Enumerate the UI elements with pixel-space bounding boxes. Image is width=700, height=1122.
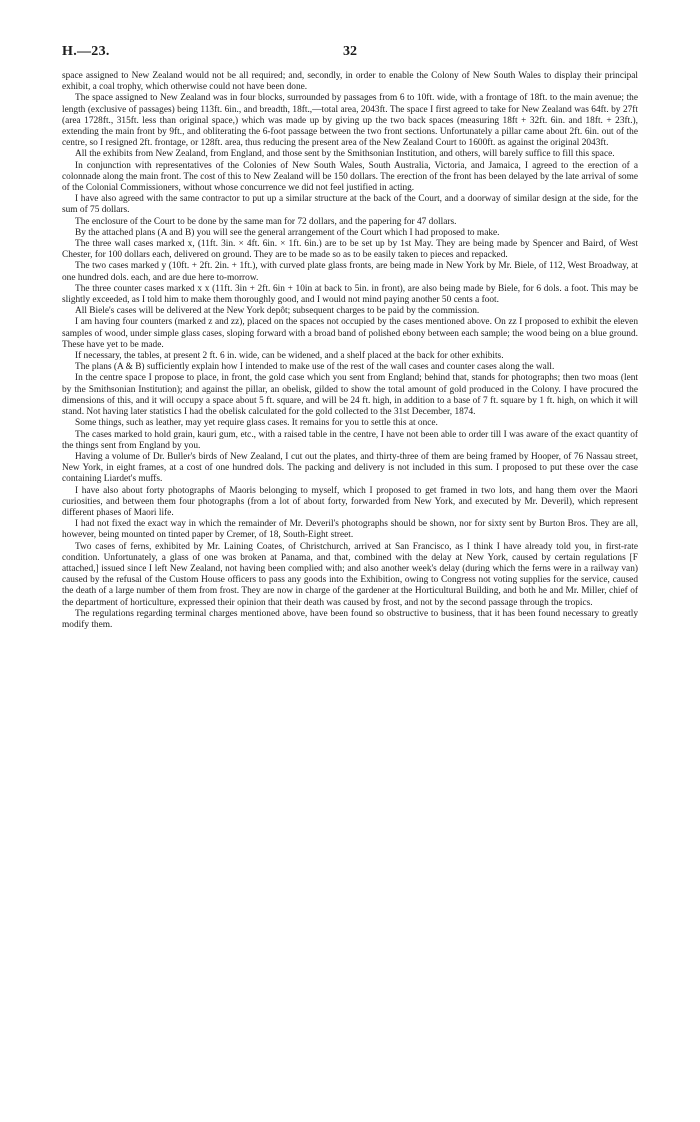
paragraph: The three wall cases marked x, (11ft. 3in. × 4ft. 6in. × 1ft. 6in.) are to be set up by 1st May. They are being made by Spencer and Baird, of West Chester, for 100 dollars each, delivered on ground. They are to be made so as to be easily taken to pieces and repacked.	[62, 239, 638, 261]
paragraph: I am having four counters (marked z and zz), placed on the spaces not occupied by the cases mentioned above. On zz I proposed to exhibit the eleven samples of wood, under simple glass cases, sloping forward with a broad band of polished ebony between each sample; the wood being on a blue ground. These have yet to be made.	[62, 317, 638, 350]
document-reference: H.—23.	[62, 44, 110, 59]
paragraph: Having a volume of Dr. Buller's birds of New Zealand, I cut out the plates, and thirty-three of them are being framed by Hooper, of 76 Nassau street, New York, in eight frames, at a cost of one hundred dols. The packing and delivery is not included in this sum. I proposed to put these over the case containing Liardet's muffs.	[62, 451, 638, 485]
paragraph: The space assigned to New Zealand was in four blocks, surrounded by passages from 6 to 10ft. wide, with a frontage of 18ft. to the main avenue; the length (exclusive of passages) being 113ft. 6in., and breadth, 18ft.,—total area, 2043ft. The space I first agreed to take for New Zealand was 64ft. by 27ft (area 1728ft., 315ft. less than original space,) which was made up by giving up the two back spaces (measuring 18ft + 32ft. 6in. and 18ft. + 23ft.), extending the main front by 9ft., and obliterating the 6-foot passage between the two front sections. Unfortunately a pillar came about 2ft. 6in. out of the centre, so I resigned 2ft. frontage, or 128ft. area, thus reducing the present area of the New Zealand Court to 1600ft. as against the original 2043ft.	[62, 93, 638, 149]
body-text	[62, 71, 638, 631]
paragraph: The plans (A & B) sufficiently explain how I intended to make use of the rest of the wall cases and counter cases along the wall.	[75, 362, 555, 373]
paragraph: The cases marked to hold grain, kauri gum, etc., with a raised table in the centre, I have not been able to order till I was aware of the exact quantity of the things sent from England by you.	[62, 429, 638, 451]
paragraph: All Biele's cases will be delivered at the New York depôt; subsequent charges to be paid by the commission.	[75, 306, 480, 317]
paragraph: The three counter cases marked x x (11ft. 3in + 2ft. 6in + 10in at back to 5in. in front), are also being made by Biele, for 6 dols. a foot. This may be slightly exceeded, as I told him to make them thoroughly good, and I would not mind paying another 50 cents a foot.	[62, 283, 638, 306]
paragraph: I have also agreed with the same contractor to put up a similar structure at the back of the Court, and a doorway of similar design at the side, for the sum of 75 dollars.	[62, 194, 638, 216]
paragraph: space assigned to New Zealand would not be all required; and, secondly, in order to enable the Colony of New South Wales to display their principal exhibit, a coal trophy, which otherwise could not have been done.	[62, 71, 638, 93]
paragraph: In conjunction with representatives of the Colonies of New South Wales, South Australia, Victoria, and Jamaica, I agreed to the erection of a colonnade along the main front. The cost of this to New Zealand will be 150 dollars. The erection of the front has been delayed by the late arrival of some of the Colonial Commissioners, without whose concurrence we did not feel justified in acting.	[62, 160, 638, 194]
paragraph: I had not fixed the exact way in which the remainder of Mr. Deveril's photographs should be shown, nor for sixty sent by Burton Bros. They are all, however, being mounted on tinted paper by Cremer, of 18, South-Eight street.	[62, 519, 638, 541]
page-number: 32	[343, 44, 357, 59]
paragraph: The two cases marked y (10ft. + 2ft. 2in. + 1ft.), with curved plate glass fronts, are being made in New York by Mr. Biele, of 112, West Broadway, at one hundred dols. each, and are due here to-morrow.	[62, 261, 638, 283]
paragraph: I have also about forty photographs of Maoris belonging to myself, which I proposed to get framed in two lots, and hang them over the Maori curiosities, and between them four photographs (from a lot of about forty, forwarded from New York, and executed by Mr. Deveril), which represent different phases of Maori life.	[62, 485, 638, 518]
paragraph: By the attached plans (A and B) you will see the general arrangement of the Court which I had proposed to make.	[75, 227, 500, 238]
paragraph: In the centre space I propose to place, in front, the gold case which you sent from England; behind that, stands for photographs; then two moas (lent by the Smithsonian Institution); and against the pillar, an obelisk, gilded to show the total amount of gold produced in the Colony. I have procured the dimensions of this, and it will occupy a space about 5 ft. square, and will be 24 ft. high, in addition to a base of 7 ft. square by 1 ft. high, on which it will stand. Not having later statistics I had the obelisk calculated for the gold collected to the 31st December, 1874.	[62, 373, 638, 418]
paragraph: All the exhibits from New Zealand, from England, and those sent by the Smithsonian Institution, and others, will barely suffice to fill this space.	[75, 149, 615, 160]
paragraph: Some things, such as leather, may yet require glass cases. It remains for you to settle this at once.	[75, 418, 438, 429]
paragraph: The enclosure of the Court to be done by the same man for 72 dollars, and the papering for 47 dollars.	[75, 216, 457, 227]
paragraph: The regulations regarding terminal charges mentioned above, have been found so obstructive to business, that it has been found necessary to greatly modify them.	[62, 608, 638, 630]
paragraph: If necessary, the tables, at present 2 ft. 6 in. wide, can be widened, and a shelf placed at the back for other exhibits.	[75, 351, 504, 362]
paragraph: Two cases of ferns, exhibited by Mr. Laining Coates, of Christchurch, arrived at San Francisco, as I think I have already told you, in first-rate condition. Unfortunately, a glass of one was broken at Panama, and that, combined with the delay at New York, caused by certain regulations [F attached,] issued since I left New Zealand, not having been complied with; and also another week's delay (during which the ferns were in a railway van) caused by the refusal of the Custom House officers to pass any goods into the Exhibition, owing to Congress not voting supplies for the service, caused the death of a large number of them from frost. They are now in charge of the gardener at the Horticultural Building, and both he and Mr. Miller, chief of the department of horticulture, expressed their opinion that their death was caused by frost, and not by the second passage through the tropics.	[62, 541, 638, 608]
page-header	[62, 44, 638, 64]
